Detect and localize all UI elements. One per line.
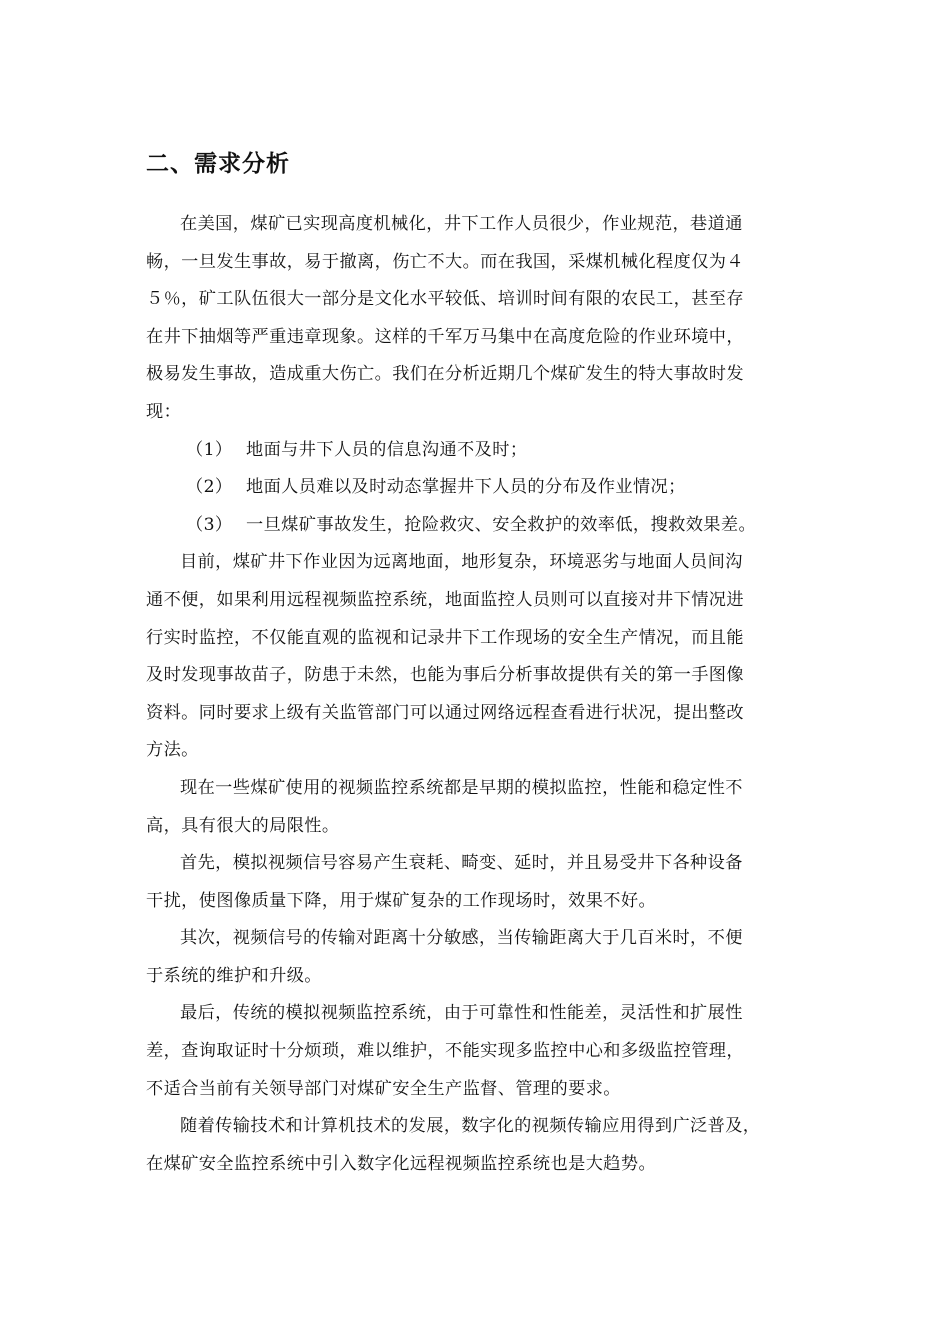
text-line: 畅，一旦发生事故，易于撤离，伤亡不大。而在我国，采煤机械化程度仅为４: [146, 251, 744, 272]
text-line: 在煤矿安全监控系统中引入数字化远程视频监控系统也是大趋势。: [146, 1153, 657, 1174]
text-line: 极易发生事故，造成重大伤亡。我们在分析近期几个煤矿发生的特大事故时发: [146, 364, 744, 385]
text-line: 通不便，如果利用远程视频监控系统，地面监控人员则可以直接对井下情况进: [146, 589, 744, 610]
list-item-number: （2）: [186, 477, 233, 498]
text-line: 首先，模拟视频信号容易产生衰耗、畸变、延时，并且易受井下各种设备: [180, 853, 743, 874]
text-line: 最后，传统的模拟视频监控系统，由于可靠性和性能差，灵活性和扩展性: [180, 1003, 743, 1024]
list-item-text: 地面与井下人员的信息沟通不及时；: [246, 439, 528, 460]
problem-list: [146, 432, 816, 545]
text-line: 资料。同时要求上级有关监管部门可以通过网络远程查看进行状况，提出整改: [146, 702, 744, 723]
text-line: 在井下抽烟等严重违章现象。这样的千军万马集中在高度危险的作业环境中，: [146, 326, 744, 347]
section-heading: 二、需求分析: [146, 151, 290, 177]
text-line: 高，具有很大的局限性。: [146, 815, 340, 836]
text-line: ５％，矿工队伍很大一部分是文化水平较低、培训时间有限的农民工，甚至存: [146, 289, 744, 310]
list-item: [146, 507, 816, 545]
list-item-number: （3）: [186, 514, 233, 535]
list-item: [146, 469, 816, 507]
text-line: 及时发现事故苗子，防患于未然，也能为事后分析事故提供有关的第一手图像: [146, 665, 744, 686]
analysis-paragraphs: [146, 544, 816, 1183]
text-line: 行实时监控，不仅能直观的监视和记录井下工作现场的安全生产情况，而且能: [146, 627, 744, 648]
text-line: 差，查询取证时十分烦琐，难以维护，不能实现多监控中心和多级监控管理，: [146, 1041, 744, 1062]
list-item-text: 一旦煤矿事故发生，抢险救灾、安全救护的效率低，搜救效果差。: [246, 514, 757, 535]
text-line: 随着传输技术和计算机技术的发展，数字化的视频传输应用得到广泛普及，: [180, 1116, 761, 1137]
body-text: [146, 206, 816, 1183]
text-line: 现在一些煤矿使用的视频监控系统都是早期的模拟监控，性能和稳定性不: [180, 777, 743, 798]
text-line: 现：: [146, 401, 182, 422]
text-line: 于系统的维护和升级。: [146, 965, 322, 986]
list-item-text: 地面人员难以及时动态掌握井下人员的分布及作业情况；: [246, 477, 686, 498]
text-line: 其次，视频信号的传输对距离十分敏感，当传输距离大于几百米时，不便: [180, 928, 743, 949]
text-line: 干扰，使图像质量下降，用于煤矿复杂的工作现场时，效果不好。: [146, 890, 657, 911]
text-line: 不适合当前有关领导部门对煤矿安全生产监督、管理的要求。: [146, 1078, 621, 1099]
list-item: [146, 432, 816, 470]
text-line: 目前，煤矿井下作业因为远离地面，地形复杂，环境恶劣与地面人员间沟: [180, 552, 743, 573]
list-item-number: （1）: [186, 439, 233, 460]
text-line: 方法。: [146, 740, 199, 761]
text-line: 在美国，煤矿已实现高度机械化，井下工作人员很少，作业规范，巷道通: [180, 214, 743, 234]
intro-paragraph: [146, 206, 816, 432]
